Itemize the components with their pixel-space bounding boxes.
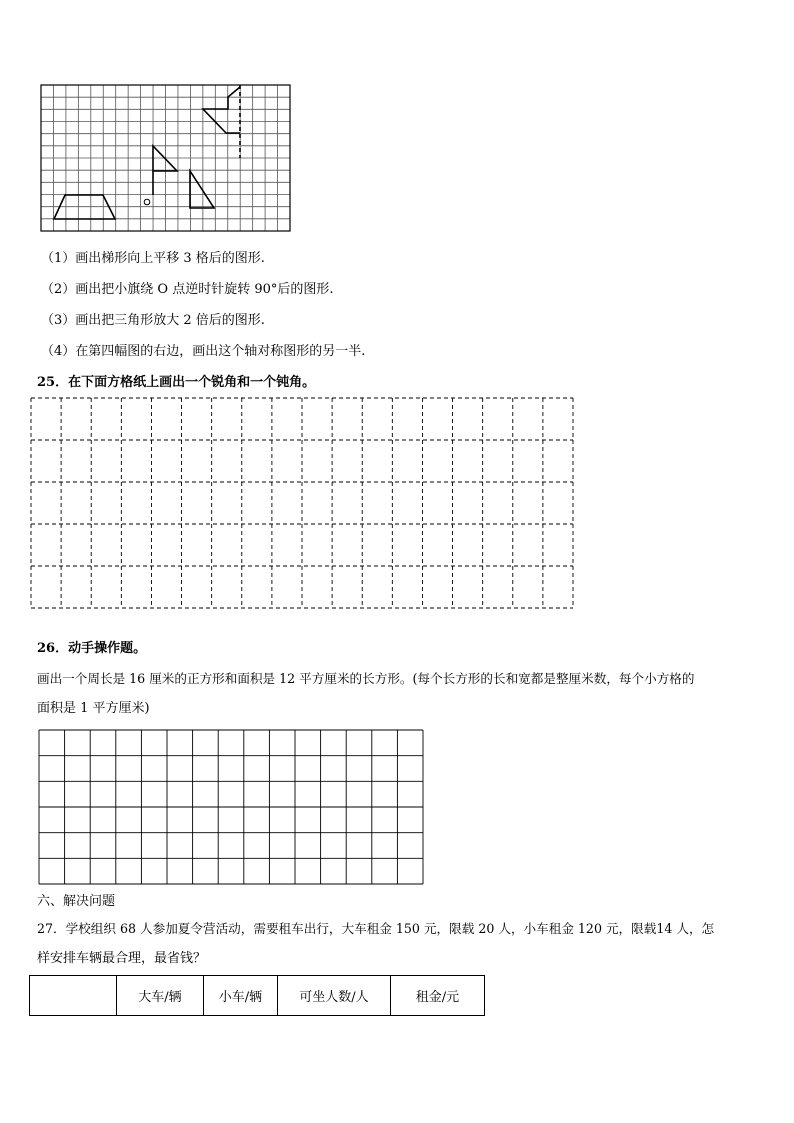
q26-square-grid	[39, 730, 423, 884]
q25-prompt: 25．在下面方格纸上画出一个锐角和一个钝角。	[37, 375, 316, 390]
rotation-point-o	[144, 199, 150, 205]
table-row	[30, 976, 485, 1016]
q27-text-line1: 27．学校组织 68 人参加夏令营活动，需要租车出行，大车租金 150 元，限载 20 人，小车租金 120 元，限载14 人，怎	[37, 921, 715, 936]
table-header-large-bus: 大车/辆	[117, 976, 204, 1016]
section-six-title: 六、解决问题	[37, 894, 116, 909]
table-header-blank	[30, 976, 117, 1016]
q26-text-line1: 画出一个周长是 16 厘米的正方形和面积是 12 平方厘米的长方形。(每个长方形的长和宽都是整厘米数，每个小方格的	[37, 671, 695, 686]
q24-item-3: （3）画出把三角形放大 2 倍后的图形.	[41, 313, 265, 328]
table-header-rent: 租金/元	[391, 976, 485, 1016]
q25-dashed-grid	[31, 398, 573, 608]
table-header-capacity: 可坐人数/人	[278, 976, 391, 1016]
triangle-shape	[190, 171, 214, 208]
q26-title: 26．动手操作题。	[37, 641, 147, 656]
q27-answer-table	[29, 975, 485, 1016]
half-symmetric-shape	[203, 87, 240, 133]
q26-text-line2: 面积是 1 平方厘米)	[37, 701, 150, 716]
table-header-small-bus: 小车/辆	[204, 976, 278, 1016]
q24-item-4: （4）在第四幅图的右边，画出这个轴对称图形的另一半.	[41, 344, 366, 359]
q24-item-1: （1）画出梯形向上平移 3 格后的图形.	[41, 251, 265, 266]
q24-item-2: （2）画出把小旗绕 O 点逆时针旋转 90°后的图形.	[41, 282, 334, 297]
q27-text-line2: 样安排车辆最合理，最省钱？	[37, 951, 207, 966]
flag-shape	[153, 146, 177, 195]
